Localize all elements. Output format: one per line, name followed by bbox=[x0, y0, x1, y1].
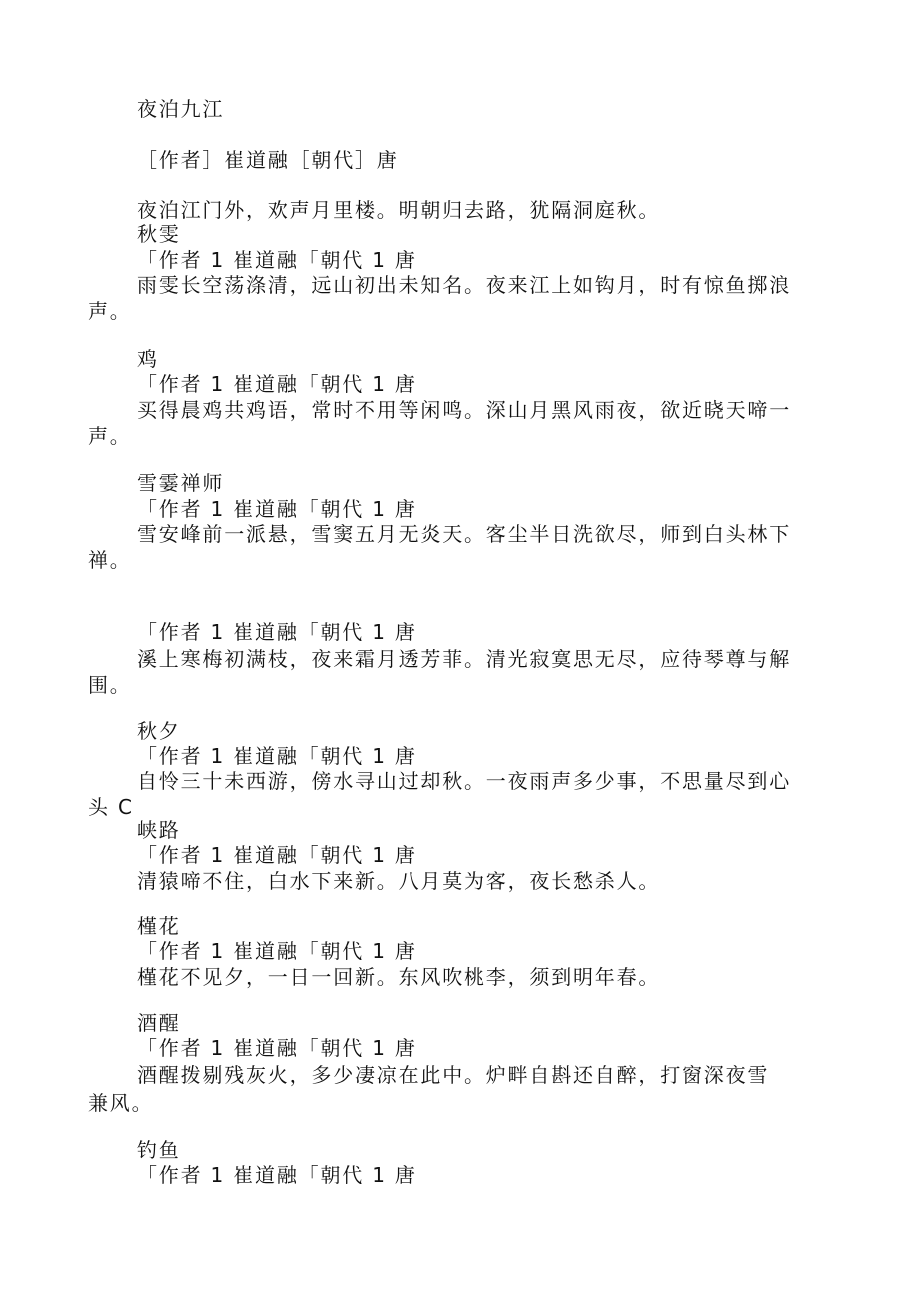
poem-title: 秋雯 bbox=[137, 222, 181, 246]
poem-title: 峡路 bbox=[137, 818, 181, 842]
poem-author-line: ［作者］崔道融［朝代］唐 bbox=[137, 148, 399, 172]
poem-author-line: 「作者 1 崔道融「朝代 1 唐 bbox=[137, 1036, 417, 1060]
poem-body: 清猿啼不住，白水下来新。八月莫为客，夜长愁杀人。 bbox=[137, 869, 661, 893]
poem-title: 酒醒 bbox=[137, 1011, 181, 1035]
poem-title: 雪霎禅师 bbox=[137, 471, 225, 495]
poem-title: 鸡 bbox=[137, 347, 159, 371]
poem-body-continuation: 禅。 bbox=[88, 548, 132, 572]
poem-body: 夜泊江门外，欢声月里楼。明朝归去路，犹隔洞庭秋。 bbox=[137, 198, 661, 222]
poem-body-continuation: 兼风。 bbox=[88, 1091, 154, 1115]
poem-body: 自怜三十未西游，傍水寻山过却秋。一夜雨声多少事，不思量尽到心 bbox=[137, 769, 791, 793]
poem-body-continuation: 头 C bbox=[88, 795, 134, 819]
poem-author-line: 「作者 1 崔道融「朝代 1 唐 bbox=[137, 1163, 417, 1187]
poem-author-line: 「作者 1 崔道融「朝代 1 唐 bbox=[137, 372, 417, 396]
poem-title: 夜泊九江 bbox=[137, 97, 225, 121]
poem-body-continuation: 声。 bbox=[88, 299, 132, 323]
poem-title: 钓鱼 bbox=[137, 1138, 181, 1162]
poem-body: 酒醒拨剔残灰火，多少凄凉在此中。炉畔自斟还自醉，打窗深夜雪 bbox=[137, 1063, 770, 1087]
poem-author-line: 「作者 1 崔道融「朝代 1 唐 bbox=[137, 939, 417, 963]
poem-author-line: 「作者 1 崔道融「朝代 1 唐 bbox=[137, 843, 417, 867]
poem-body: 溪上寒梅初满枝，夜来霜月透芳菲。清光寂寞思无尽，应待琴尊与解 bbox=[137, 647, 791, 671]
poem-author-line: 「作者 1 崔道融「朝代 1 唐 bbox=[137, 248, 417, 272]
poem-author-line: 「作者 1 崔道融「朝代 1 唐 bbox=[137, 497, 417, 521]
poem-author-line: 「作者 1 崔道融「朝代 1 唐 bbox=[137, 620, 417, 644]
poem-body-continuation: 声。 bbox=[88, 424, 132, 448]
poem-title: 槿花 bbox=[137, 914, 181, 938]
poem-body: 雪安峰前一派悬，雪窦五月无炎天。客尘半日洗欲尽，师到白头林下 bbox=[137, 522, 791, 546]
poem-author-line: 「作者 1 崔道融「朝代 1 唐 bbox=[137, 744, 417, 768]
poem-body-continuation: 围。 bbox=[88, 673, 132, 697]
poem-body: 槿花不见夕，一日一回新。东风吹桃李，须到明年春。 bbox=[137, 965, 661, 989]
poem-body: 买得晨鸡共鸡语，常时不用等闲鸣。深山月黑风雨夜，欲近晓天啼一 bbox=[137, 398, 791, 422]
poem-body: 雨雯长空荡涤清，远山初出未知名。夜来江上如钩月，时有惊鱼掷浪 bbox=[137, 273, 791, 297]
poem-title: 秋夕 bbox=[137, 719, 181, 743]
